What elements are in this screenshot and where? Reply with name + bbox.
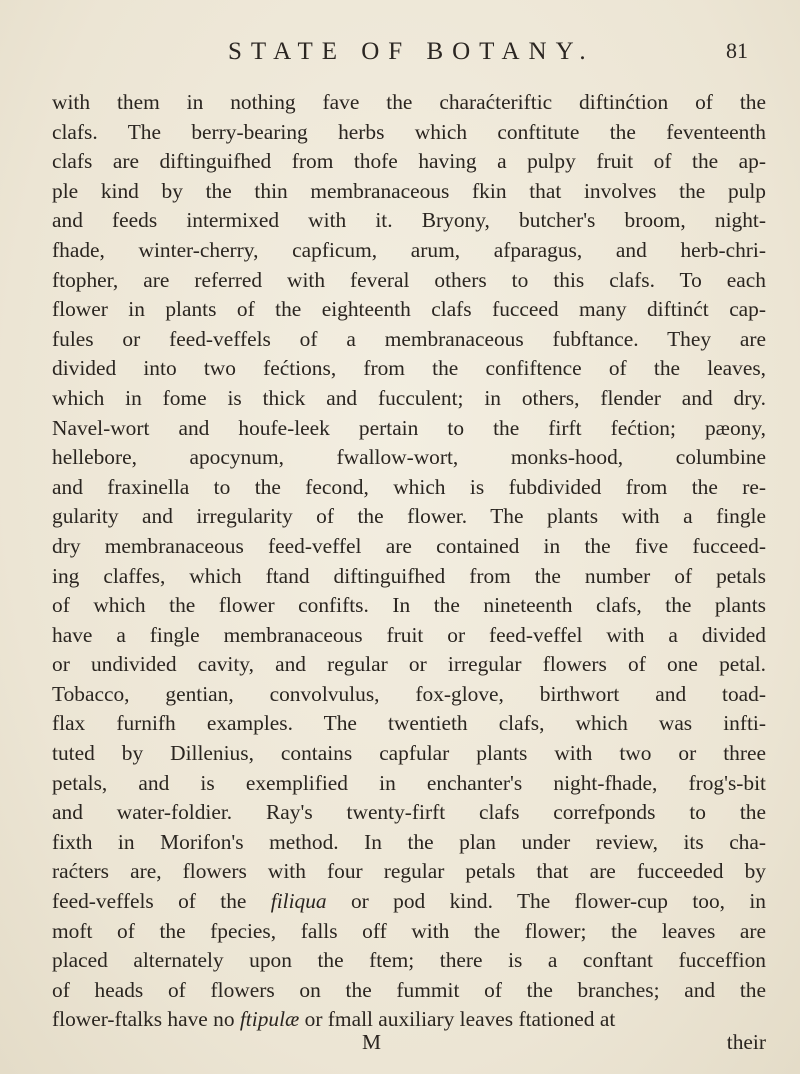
text-line (52, 828, 766, 858)
text-run: clafs are diftinguifhed from thofe having a pulpy fruit of the ap- (52, 149, 766, 174)
text-run: or undivided cavity, and regular or irregular flowers of one petal. (52, 652, 766, 677)
text-line (52, 473, 766, 503)
text-line (52, 236, 766, 266)
page-footer (52, 1030, 766, 1058)
text-run: flower in plants of the eighteenth clafs fucceed many diftinćt cap- (52, 297, 766, 322)
text-line (52, 946, 766, 976)
text-run: ple kind by the thin membranaceous fkin that involves the pulp (52, 178, 766, 203)
text-line (52, 266, 766, 296)
text-line (52, 177, 766, 207)
text-run: of heads of flowers on the fummit of the branches; and the (52, 977, 766, 1002)
page-number: 81 (726, 38, 748, 63)
text-run: and feeds intermixed with it. Bryony, butcher's broom, night- (52, 208, 766, 233)
running-title: STATE OF BOTANY. (228, 38, 595, 65)
text-line (52, 591, 766, 621)
text-run: fules or feed-veffels of a membranaceous fubftance. They are (52, 326, 766, 351)
text-line (52, 384, 766, 414)
text-line (52, 354, 766, 384)
text-run: or pod kind. The flower-cup too, in (326, 889, 766, 914)
text-line (52, 532, 766, 562)
text-run: fixth in Morifon's method. In the plan under review, its cha- (52, 829, 766, 854)
text-run: ftopher, are referred with feveral others to this clafs. To each (52, 267, 766, 292)
text-line (52, 443, 766, 473)
text-line (52, 798, 766, 828)
text-line (52, 118, 766, 148)
text-run: flax furnifh examples. The twentieth clafs, which was infti- (52, 711, 766, 736)
text-line (52, 502, 766, 532)
text-line (52, 739, 766, 769)
text-line (52, 680, 766, 710)
text-line (52, 976, 766, 1006)
text-run: of which the flower confifts. In the nineteenth clafs, the plants (52, 593, 766, 618)
text-run: or fmall auxiliary leaves ftationed at (299, 1007, 616, 1032)
italic-term: ftipulæ (239, 1007, 300, 1032)
text-line (52, 887, 766, 917)
text-line (52, 295, 766, 325)
text-run: with them in nothing fave the charaćteriftic diftinćtion of the (52, 90, 766, 114)
text-run: placed alternately upon the ftem; there is a conftant fucceffion (52, 948, 766, 973)
text-run: raćters are, flowers with four regular petals that are fucceeded by (52, 859, 766, 884)
text-line (52, 562, 766, 592)
italic-term: filiqua (270, 889, 327, 914)
text-run: Tobacco, gentian, convolvulus, fox-glove, birthwort and toad- (52, 681, 766, 706)
text-run: petals, and is exemplified in enchanter's night-fhade, frog's-bit (52, 770, 766, 795)
text-line (52, 414, 766, 444)
text-line (52, 857, 766, 887)
text-line (52, 917, 766, 947)
text-line (52, 621, 766, 651)
signature-mark: M (362, 1030, 382, 1054)
text-line (52, 325, 766, 355)
text-run: ing claffes, which ftand diftinguifhed from the number of petals (52, 563, 766, 588)
text-run: divided into two fećtions, from the confiftence of the leaves, (52, 356, 766, 381)
text-run: flower-ftalks have no (52, 1007, 240, 1032)
text-line (52, 650, 766, 680)
text-line (52, 147, 766, 177)
text-run: have a fingle membranaceous fruit or feed-veffel with a divided (52, 622, 766, 647)
text-run: hellebore, apocynum, fwallow-wort, monks-hood, columbine (52, 445, 766, 470)
text-run: feed-veffels of the (52, 889, 271, 914)
text-run: which in fome is thick and fucculent; in others, flender and dry. (52, 385, 766, 410)
text-run: moft of the fpecies, falls off with the flower; the leaves are (52, 918, 766, 943)
text-run: dry membranaceous feed-veffel are contained in the five fucceed- (52, 533, 766, 558)
body-text (52, 88, 766, 1035)
text-run: Navel-wort and houfe-leek pertain to the firft fećtion; pæony, (52, 415, 766, 440)
text-line (52, 206, 766, 236)
text-line (52, 709, 766, 739)
text-run: clafs. The berry-bearing herbs which conftitute the feventeenth (52, 119, 766, 144)
text-run: and water-foldier. Ray's twenty-firft clafs correfponds to the (52, 800, 766, 825)
text-run: fhade, winter-cherry, capficum, arum, afparagus, and herb-chri- (52, 237, 766, 262)
catchword: their (726, 1030, 766, 1054)
text-run: tuted by Dillenius, contains capfular plants with two or three (52, 741, 766, 766)
text-run: and fraxinella to the fecond, which is fubdivided from the re- (52, 474, 766, 499)
text-line (52, 769, 766, 799)
text-run: gularity and irregularity of the flower. The plants with a fingle (52, 504, 766, 529)
text-line (52, 88, 766, 118)
page-header (228, 38, 748, 68)
